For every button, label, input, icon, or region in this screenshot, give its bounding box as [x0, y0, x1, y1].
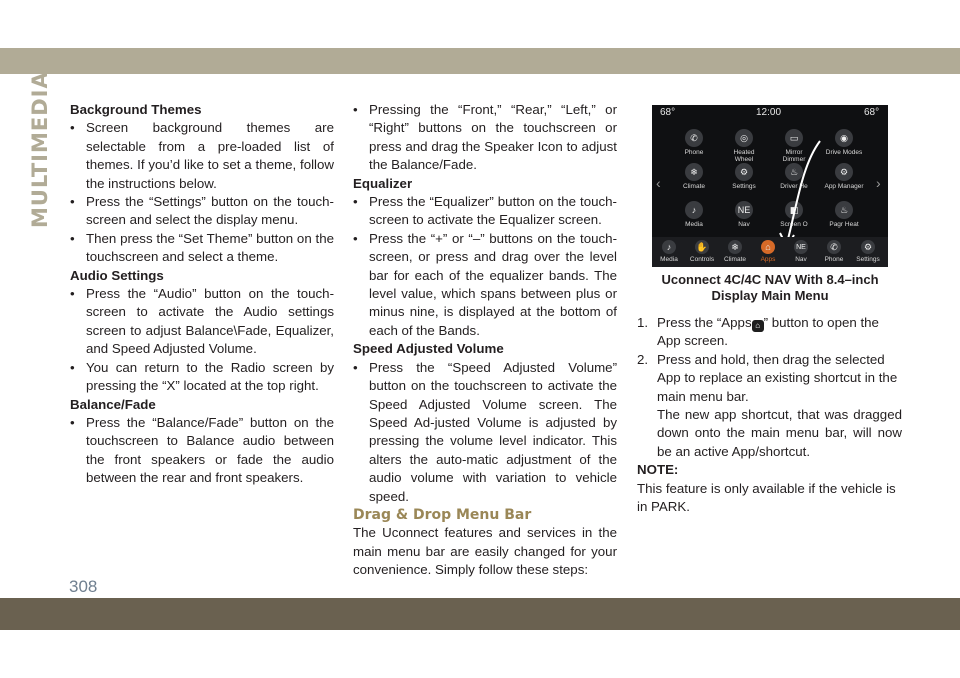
note-heading: NOTE:	[637, 462, 679, 478]
tile-drive-modes: ◉ Drive Modes	[824, 129, 864, 156]
menu-media: ♪ Media	[660, 242, 678, 263]
column-2	[353, 101, 617, 580]
app-manager-icon: ⚙	[835, 163, 853, 181]
temp-right: 68°	[864, 107, 880, 118]
tile-mirror-dimmer: ▭ Mirror Dimmer	[774, 129, 814, 163]
column-3	[637, 314, 902, 516]
tile-nav: NE Nav	[724, 201, 764, 228]
list-item: • Screen background themes are selectable from a pre-loaded list of themes. If you’d like to set a theme, follow the instructions below.	[70, 119, 334, 193]
tile-app-manager: ⚙ App Manager	[824, 163, 864, 190]
drive-modes-icon: ◉	[835, 129, 853, 147]
menu-apps: ⌂ Apps	[760, 242, 776, 263]
gear-icon: ⚙	[861, 240, 875, 254]
heading-equalizer: Equalizer	[353, 175, 413, 191]
step-2-note: The new app shortcut, that was dragged down onto the main menu bar, will now be an active App/shortcut.	[657, 407, 902, 459]
list-item: • You can return to the Radio screen by pressing the “X” located at the top right.	[70, 359, 334, 396]
figure-caption: Uconnect 4C/4C NAV With 8.4–inch Display Main Menu	[661, 272, 879, 303]
climate-icon: ❄	[685, 163, 703, 181]
menu-phone: ✆ Phone	[824, 241, 844, 263]
temp-left: 68°	[660, 107, 676, 118]
tile-phone: ✆ Phone	[674, 129, 714, 156]
heading-drag-drop-menu-bar: Drag & Drop Menu Bar	[353, 506, 532, 523]
nav-icon: NE	[735, 201, 753, 219]
tile-media: ♪ Media	[674, 201, 714, 228]
menu-nav: NE Nav	[784, 240, 818, 263]
seat-heat-icon: ♨	[785, 163, 803, 181]
heading-background-themes: Background Themes	[70, 102, 202, 117]
chevron-right-icon: ›	[876, 175, 881, 191]
list-item: • Press the “Equalizer” button on the touch-screen to activate the Equalizer screen.	[353, 193, 617, 230]
step-1: 1. Press the “Apps ⌂ ” button to open the App screen.	[637, 315, 879, 349]
header-band	[0, 48, 960, 74]
heading-balance-fade: Balance/Fade	[70, 396, 156, 412]
climate-icon: ❄	[728, 240, 742, 254]
tile-pass-heat: ♨ Pagr Heat	[824, 201, 864, 228]
main-menu-bar	[652, 237, 888, 267]
controls-icon: ✋	[695, 240, 709, 254]
list-item: • Press the “+” or “–” buttons on the touch-screen, or press and drag over the level bar for each of the equalizer bands. The level value, which spans between plus or minus nine, is displayed at the bottom of each of the Bands.	[353, 230, 617, 340]
list-item: • Press the “Audio” button on the touch-screen to activate the Audio settings screen to adjust Balance\Fade, Equalizer, and Speed Adjusted Volume.	[70, 285, 334, 359]
tile-climate: ❄ Climate	[674, 163, 714, 190]
uconnect-screen-photo	[652, 105, 888, 267]
heading-speed-adjusted-volume: Speed Adjusted Volume	[353, 341, 504, 357]
apps-icon: ⌂	[761, 240, 775, 254]
mirror-icon: ▭	[785, 129, 803, 147]
tile-settings: ⚙ Settings	[724, 163, 764, 190]
nav-icon: NE	[794, 240, 808, 254]
page-number: 308	[69, 577, 98, 596]
menu-settings: ⚙ Settings	[856, 241, 880, 263]
phone-icon: ✆	[685, 129, 703, 147]
chevron-left-icon: ‹	[656, 175, 661, 191]
column-1	[70, 101, 334, 488]
seat-heat-icon: ♨	[835, 201, 853, 219]
tile-heated-wheel: ◎ Heated Wheel	[724, 129, 764, 163]
clock: 12:00	[756, 107, 782, 118]
note-text: This feature is only available if the vehicle is in PARK.	[637, 480, 896, 515]
menu-climate: ❄ Climate	[723, 241, 747, 263]
apps-icon: ⌂	[752, 320, 764, 332]
list-item: • Press the “Speed Adjusted Volume” button on the touchscreen to activate the Speed Adjusted Volume screen. The Speed Ad-justed Volume is adjusted by pressing the volume level indicator. This alters the auto-matic adjustment of the audio volume with variation to vehicle speed.	[353, 359, 617, 506]
step-2: 2. Press and hold, then drag the selected App to replace an existing shortcut in the main menu bar.	[637, 351, 898, 404]
heated-wheel-icon: ◎	[735, 129, 753, 147]
tile-driver-heat: ♨ Driver He	[774, 163, 814, 190]
list-item: • Press the “Balance/Fade” button on the touchscreen to Balance audio between the front speakers or fade the audio between the rear and front speakers.	[70, 414, 334, 488]
heading-audio-settings: Audio Settings	[70, 267, 164, 283]
tile-screen-off: ◧ Screen O	[774, 201, 814, 228]
footer-band	[0, 598, 960, 630]
menu-controls: ✋ Controls	[689, 241, 715, 263]
media-icon: ♪	[662, 240, 676, 254]
paragraph: The Uconnect features and services in the main menu bar are easily changed for your convenience. Simply follow these steps:	[353, 525, 617, 578]
phone-icon: ✆	[827, 240, 841, 254]
list-item: • Pressing the “Front,” “Rear,” “Left,” or “Right” buttons on the touchscreen or press and drag the Speaker Icon to adjust the Balance/Fade.	[353, 101, 617, 175]
list-item: • Then press the “Set Theme” button on the touchscreen and select a theme.	[70, 230, 334, 267]
media-icon: ♪	[685, 201, 703, 219]
gear-icon: ⚙	[735, 163, 753, 181]
screen-off-icon: ◧	[785, 201, 803, 219]
list-item: • Press the “Settings” button on the touch-screen and select the display menu.	[70, 193, 334, 230]
